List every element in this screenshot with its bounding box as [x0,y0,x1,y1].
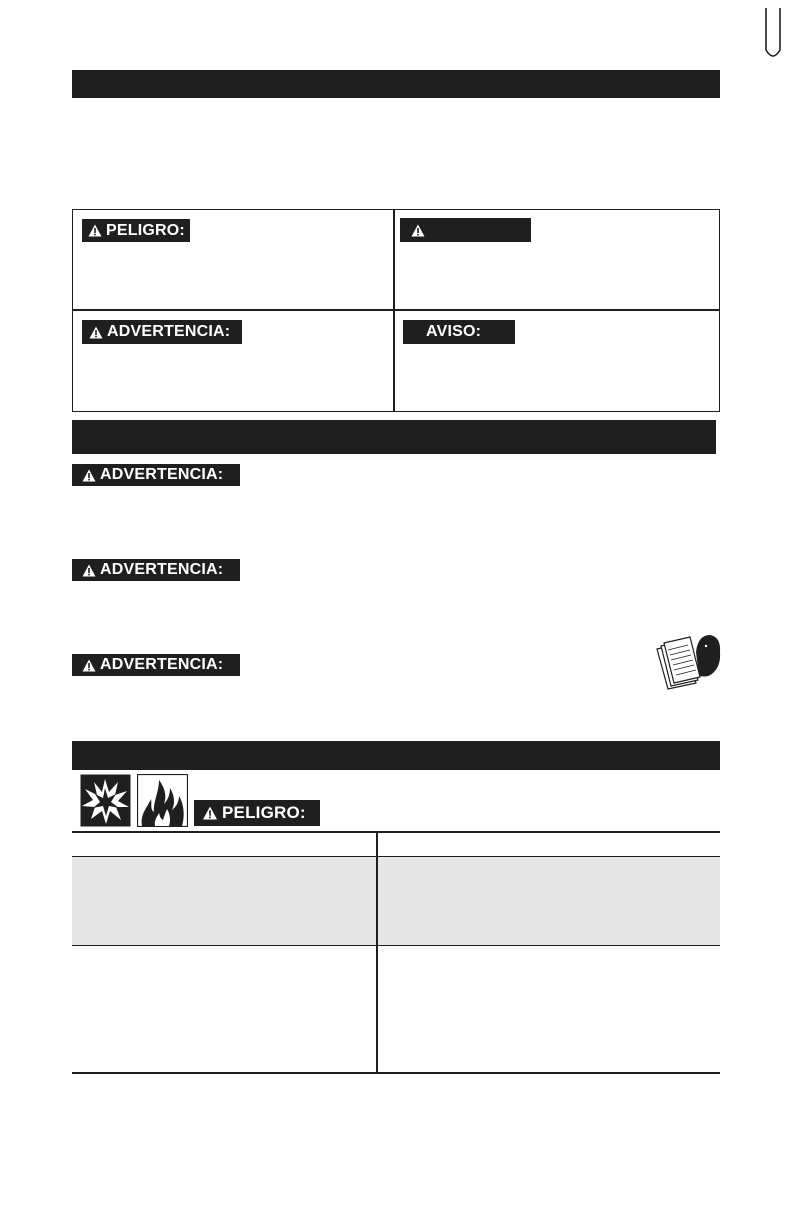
scissors-icon [760,6,786,58]
advertencia-label [72,464,240,486]
warning-triangle-icon [82,469,96,482]
table-bottom-rule [72,1072,720,1074]
advertencia-label [72,559,240,581]
peligro-label [194,800,320,826]
explosion-icon [80,774,131,827]
table-top-rule [72,831,720,833]
warning-triangle-icon [82,564,96,577]
warning-triangle-icon [89,326,103,339]
precaucion-label [400,218,531,242]
advertencia-label [82,320,242,344]
peligro-label [82,219,190,242]
section-header-bar-1 [72,70,720,98]
table-column-divider [376,831,378,1073]
warning-triangle-icon [411,224,425,237]
peligro-label-text: PELIGRO: [106,221,185,239]
advertencia-label [72,654,240,676]
table-row [72,946,720,1072]
aviso-label-text: AVISO: [426,323,482,340]
advertencia-label-text: ADVERTENCIA: [107,323,231,340]
warning-triangle-icon [88,224,102,237]
peligro-label-text: PELIGRO: [222,803,306,822]
advertencia-label-text: ADVERTENCIA: [100,466,224,483]
advertencia-label-text: ADVERTENCIA: [100,656,224,673]
grid-divider-horizontal [72,309,720,311]
aviso-label [403,320,515,344]
warning-triangle-icon [202,806,218,820]
section-header-bar-3 [72,741,720,770]
grid-divider-vertical [393,209,395,412]
section-header-bar-2 [72,420,716,454]
manual-reader-icon [654,632,722,692]
warning-triangle-icon [82,659,96,672]
fire-icon [137,774,188,827]
table-row [72,857,720,945]
advertencia-label-text: ADVERTENCIA: [100,561,224,578]
